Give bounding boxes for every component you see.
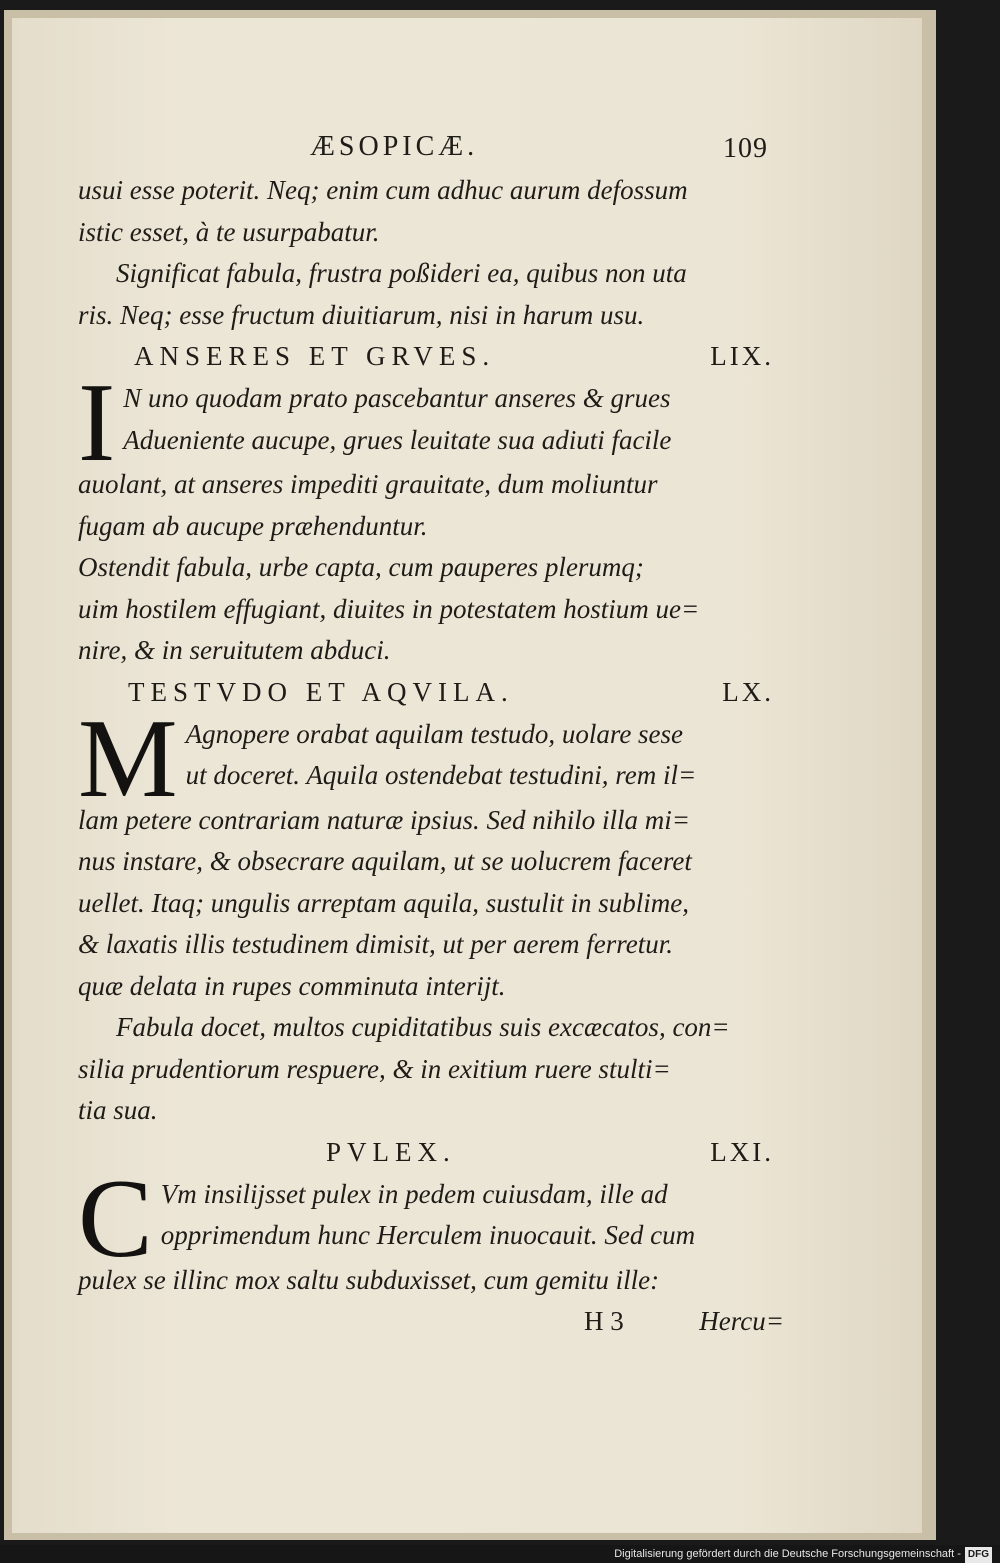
text-line: uellet. Itaq; ungulis arreptam aquila, sustulit in sublime, [78, 887, 689, 918]
fable-number: LIX. [710, 341, 774, 371]
fable-heading [78, 672, 778, 714]
catchword: Hercu= [699, 1306, 784, 1336]
text-line: lam petere contrariam naturæ ipsius. Sed nihilo illa mi= [78, 804, 690, 835]
text-line: Ostendit fabula, urbe capta, cum pauperes plerumq; [78, 552, 644, 582]
catchword-line [78, 1301, 784, 1343]
dfg-logo: DFG [965, 1547, 992, 1563]
text-line: quæ delata in rupes comminuta interijt. [78, 970, 506, 1001]
text-line: opprimendum hunc Herculem inuocauit. Sed cum [160, 1220, 696, 1250]
text-line: uim hostilem effugiant, diuites in potestatem hostium ue= [78, 593, 700, 624]
text-line: istic esset, à te usurpabatur. [78, 216, 380, 247]
continued-paragraph [78, 170, 778, 253]
fable-text [78, 696, 778, 1008]
fable-text [78, 1156, 778, 1302]
drop-cap: C [78, 1156, 153, 1281]
text-line: Vm insilijsset pulex in pedem cuiusdam, ille ad [160, 1178, 668, 1209]
fable-text [78, 361, 778, 547]
text-line: usui esse poterit. Neq; enim cum adhuc aurum defossum [78, 175, 688, 205]
page-number: 109 [723, 133, 768, 164]
fable-title: PVLEX. [326, 1136, 456, 1167]
fable-moral [78, 1007, 778, 1132]
text-line: silia prudentiorum respuere, & in exitium ruere stulti= [78, 1053, 671, 1084]
text-line: nire, & in seruitutem abduci. [78, 635, 391, 665]
fable-heading [78, 336, 778, 378]
text-line: nus instare, & obsecrare aquilam, ut se uolucrem faceret [78, 846, 692, 876]
moral-paragraph [78, 253, 778, 336]
fable-title: ANSERES ET GRVES. [134, 341, 496, 371]
text-line: Fabula docet, multos cupiditatibus suis excæcatos, con= [116, 1012, 730, 1042]
text-line: N uno quodam prato pascebantur anseres & grues [123, 383, 671, 413]
text-line: Adueniente aucupe, grues leuitate sua adiuti facile [123, 424, 672, 455]
digitization-credit [614, 1546, 992, 1562]
drop-cap: M [78, 696, 178, 821]
text-line: ut doceret. Aquila ostendebat testudini, rem il= [185, 760, 697, 790]
book-page [12, 18, 922, 1533]
text-line: Agnopere orabat aquilam testudo, uolare sese [185, 718, 684, 749]
text-block [78, 118, 784, 1343]
text-line: pulex se illinc mox saltu subduxisset, cum gemitu ille: [78, 1264, 660, 1295]
running-title: ÆSOPICÆ. [310, 131, 479, 162]
fable-title: TESTVDO ET AQVILA. [128, 676, 514, 707]
text-line: fugam ab aucupe præhenduntur. [78, 510, 428, 541]
text-line: & laxatis illis testudinem dimisit, ut per aerem ferretur. [78, 929, 673, 959]
fable-number: LXI. [710, 1136, 774, 1167]
signature-mark: H 3 [584, 1306, 624, 1336]
text-line: auolant, at anseres impediti grauitate, dum moliuntur [78, 469, 658, 499]
text-line: tia sua. [78, 1095, 158, 1125]
text-line: ris. Neq; esse fructum diuitiarum, nisi in harum usu. [78, 299, 645, 330]
fable-heading [78, 1132, 778, 1174]
credit-text: Digitalisierung gefördert durch die Deutsche Forschungsgemeinschaft - [614, 1548, 961, 1560]
fable-moral [78, 547, 778, 672]
fable-number: LX. [722, 676, 774, 707]
running-head [78, 118, 778, 170]
text-line: Significat fabula, frustra poßideri ea, quibus non uta [116, 258, 687, 288]
drop-cap: I [78, 361, 116, 485]
